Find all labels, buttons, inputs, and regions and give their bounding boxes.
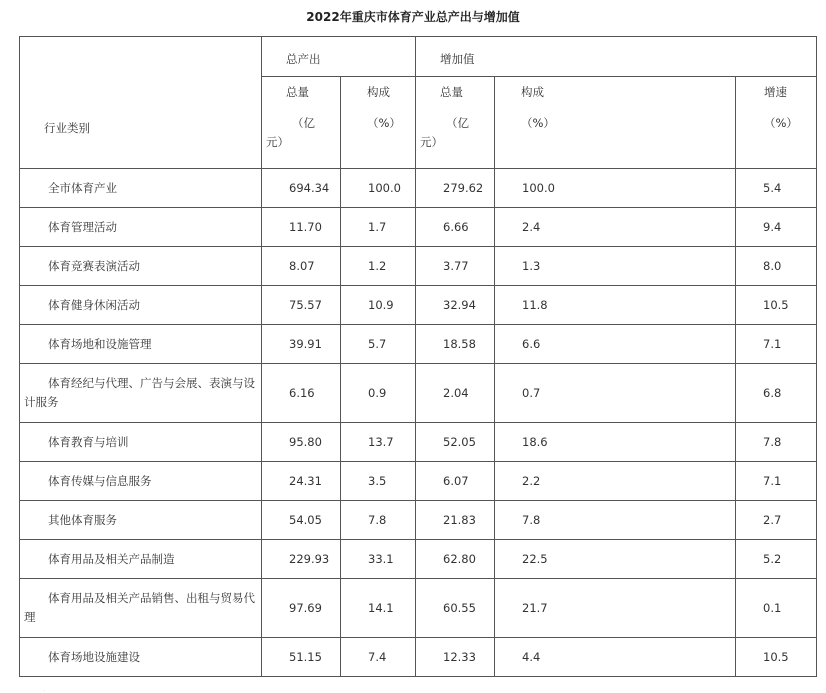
table-title: 2022年重庆市体育产业总产出与增加值 (306, 10, 520, 24)
row-output-share: 1.2 (341, 247, 416, 286)
row-output-share: 10.9 (341, 286, 416, 325)
row-va-share: 4.4 (495, 638, 736, 677)
header-va-share: 构成 （%） (495, 77, 736, 169)
industry-table (19, 36, 817, 677)
table-row (20, 638, 817, 677)
row-category: 体育教育与培训 (20, 423, 262, 462)
row-output-amount: 8.07 (262, 247, 341, 286)
row-va-share: 100.0 (495, 169, 736, 208)
header-value-added: 增加值 (416, 37, 817, 77)
row-output-amount: 97.69 (262, 579, 341, 638)
table-row (20, 423, 817, 462)
table-row (20, 501, 817, 540)
row-va-amount: 6.07 (416, 462, 495, 501)
row-category: 体育管理活动 (20, 208, 262, 247)
row-growth: 2.7 (736, 501, 817, 540)
table-row (20, 579, 817, 638)
row-va-share: 0.7 (495, 364, 736, 423)
row-category: 体育传媒与信息服务 (20, 462, 262, 501)
row-va-amount: 279.62 (416, 169, 495, 208)
row-va-amount: 62.80 (416, 540, 495, 579)
table-row (20, 286, 817, 325)
row-output-amount: 6.16 (262, 364, 341, 423)
header-output-amount: 总量 （亿 元） (262, 77, 341, 169)
row-growth: 5.4 (736, 169, 817, 208)
row-growth: 10.5 (736, 286, 817, 325)
row-output-amount: 11.70 (262, 208, 341, 247)
row-va-amount: 21.83 (416, 501, 495, 540)
row-va-amount: 32.94 (416, 286, 495, 325)
row-va-amount: 3.77 (416, 247, 495, 286)
row-va-amount: 52.05 (416, 423, 495, 462)
row-category: 体育竞赛表演活动 (20, 247, 262, 286)
row-output-share: 0.9 (341, 364, 416, 423)
row-growth: 6.8 (736, 364, 817, 423)
row-category: 体育场地设施建设 (20, 638, 262, 677)
row-growth: 10.5 (736, 638, 817, 677)
row-va-share: 1.3 (495, 247, 736, 286)
row-growth: 8.0 (736, 247, 817, 286)
row-output-share: 5.7 (341, 325, 416, 364)
table-row (20, 325, 817, 364)
row-va-share: 2.4 (495, 208, 736, 247)
row-output-share: 7.8 (341, 501, 416, 540)
row-va-share: 7.8 (495, 501, 736, 540)
row-va-amount: 6.66 (416, 208, 495, 247)
row-output-share: 33.1 (341, 540, 416, 579)
header-total-output: 总产出 (262, 37, 416, 77)
row-output-share: 1.7 (341, 208, 416, 247)
row-output-share: 14.1 (341, 579, 416, 638)
row-output-share: 13.7 (341, 423, 416, 462)
row-output-amount: 54.05 (262, 501, 341, 540)
row-va-share: 6.6 (495, 325, 736, 364)
row-growth: 7.8 (736, 423, 817, 462)
row-output-amount: 95.80 (262, 423, 341, 462)
row-output-amount: 75.57 (262, 286, 341, 325)
header-row-top (20, 37, 817, 77)
table-row (20, 462, 817, 501)
row-growth: 0.1 (736, 579, 817, 638)
table-row (20, 247, 817, 286)
row-category: 其他体育服务 (20, 501, 262, 540)
row-va-share: 22.5 (495, 540, 736, 579)
row-growth: 9.4 (736, 208, 817, 247)
table-row (20, 169, 817, 208)
row-va-share: 2.2 (495, 462, 736, 501)
row-output-share: 3.5 (341, 462, 416, 501)
row-va-amount: 18.58 (416, 325, 495, 364)
row-category: 全市体育产业 (20, 169, 262, 208)
row-va-share: 18.6 (495, 423, 736, 462)
row-growth: 7.1 (736, 325, 817, 364)
row-va-amount: 2.04 (416, 364, 495, 423)
row-category: 体育用品及相关产品制造 (20, 540, 262, 579)
table-row (20, 364, 817, 423)
table-row (20, 208, 817, 247)
row-va-amount: 60.55 (416, 579, 495, 638)
row-category: 体育用品及相关产品销售、出租与贸易代理 (20, 579, 262, 638)
row-output-amount: 51.15 (262, 638, 341, 677)
row-output-amount: 24.31 (262, 462, 341, 501)
row-category: 体育健身休闲活动 (20, 286, 262, 325)
footer-mark: · (44, 688, 46, 693)
row-output-share: 7.4 (341, 638, 416, 677)
row-category: 体育经纪与代理、广告与会展、表演与设计服务 (20, 364, 262, 423)
row-va-share: 21.7 (495, 579, 736, 638)
table-row (20, 540, 817, 579)
header-category: 行业类别 (20, 37, 262, 169)
header-output-share: 构成 （%） (341, 77, 416, 169)
header-growth: 增速 （%） (736, 77, 817, 169)
row-growth: 5.2 (736, 540, 817, 579)
row-output-amount: 39.91 (262, 325, 341, 364)
header-va-amount: 总量 （亿 元） (416, 77, 495, 169)
row-output-share: 100.0 (341, 169, 416, 208)
row-output-amount: 229.93 (262, 540, 341, 579)
row-category: 体育场地和设施管理 (20, 325, 262, 364)
row-va-share: 11.8 (495, 286, 736, 325)
row-va-amount: 12.33 (416, 638, 495, 677)
row-growth: 7.1 (736, 462, 817, 501)
row-output-amount: 694.34 (262, 169, 341, 208)
